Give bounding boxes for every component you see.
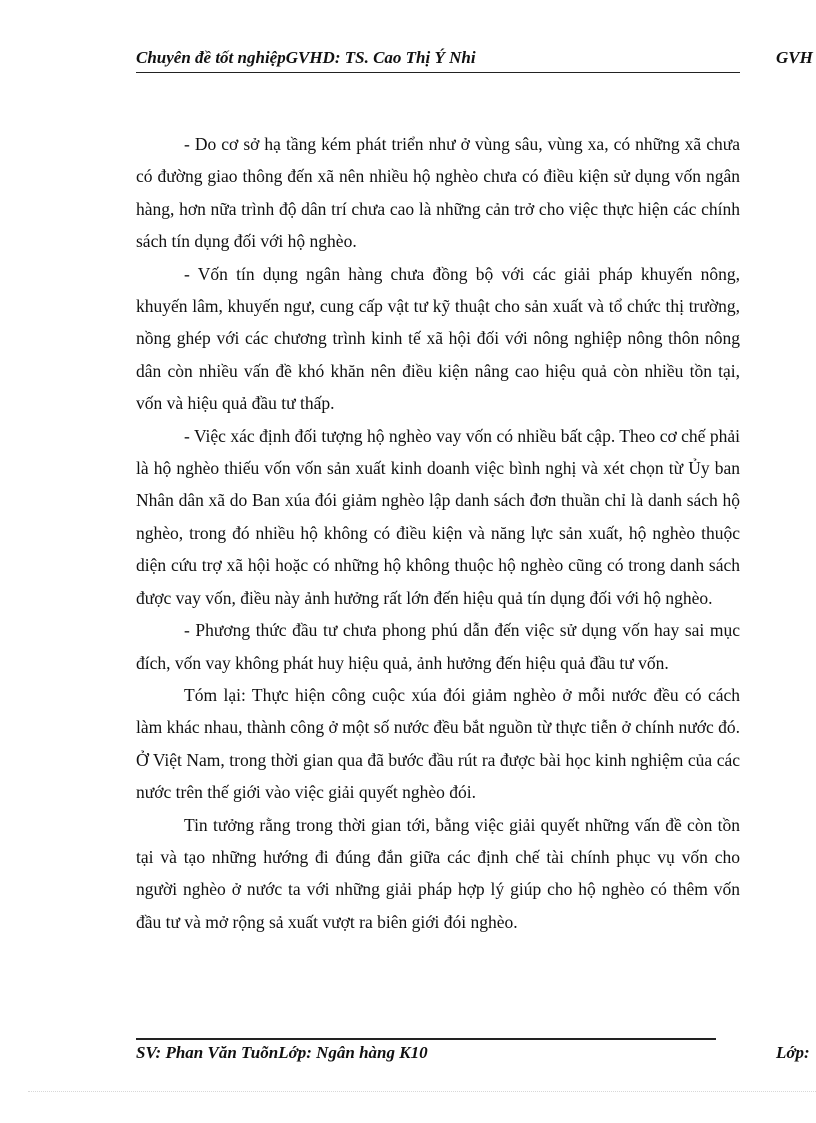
page-bottom-divider (28, 1091, 816, 1092)
header-right-fragment: GVH (776, 48, 813, 67)
page-header (136, 48, 816, 76)
paragraph-borrower-selection: - Việc xác định đối tượng hộ nghèo vay vốn có nhiều bất cập. Theo cơ chế phải là hộ nghèo thiếu vốn vốn sản xuất kinh doanh việc bình nghị và xét chọn từ Ủy ban Nhân dân xã do Ban xúa đói giảm nghèo lập danh sách đơn thuần chỉ là danh sách hộ nghèo, trong đó nhiều hộ không có điều kiện và năng lực sản xuất, hộ nghèo thuộc diện cứu trợ xã hội hoặc có những hộ không thuộc hộ nghèo cũng có trong danh sách được vay vốn, điều này ảnh hưởng rất lớn đến hiệu quả tín dụng đối với hộ nghèo. (136, 425, 740, 608)
paragraph-investment-method: - Phương thức đầu tư chưa phong phú dẫn đến việc sử dụng vốn hay sai mục đích, vốn vay không phát huy hiệu quả, ảnh hưởng đến hiệu quả đầu tư vốn. (136, 620, 740, 673)
header-title: Chuyên đề tốt nghiệpGVHD: TS. Cao Thị Ý Nhi (136, 48, 476, 67)
footer-rule (136, 1038, 716, 1040)
header-rule (136, 72, 740, 73)
body-text (136, 128, 740, 938)
paragraph-summary: Tóm lại: Thực hiện công cuộc xúa đói giảm nghèo ở mỗi nước đều có cách làm khác nhau, thành công ở một số nước đều bắt nguồn từ thực tiễn ở chính nước đó. Ở Việt Nam, trong thời gian qua đã bước đầu rút ra được bài học kinh nghiệm của các nước trên thế giới vào việc giải quyết nghèo đói. (136, 684, 740, 803)
footer-right-fragment: Lớp: (776, 1043, 810, 1062)
paragraph-infrastructure: - Do cơ sở hạ tầng kém phát triển như ở vùng sâu, vùng xa, có những xã chưa có đường giao thông đến xã nên nhiều hộ nghèo chưa có điều kiện sử dụng vốn ngân hàng, hơn nữa trình độ dân trí chưa cao là những cản trở cho việc thực hiện các chính sách tín dụng đối với hộ nghèo. (136, 134, 740, 252)
footer-student-info: SV: Phan Văn TuõnLớp: Ngân hàng K10 (136, 1043, 428, 1062)
paragraph-credit-capital: - Vốn tín dụng ngân hàng chưa đồng bộ với các giải pháp khuyến nông, khuyến lâm, khuyến ngư, cung cấp vật tư kỹ thuật cho sản xuất và tổ chức thị trường, nồng ghép với các chương trình kinh tế xã hội đối với nông nghiệp nông thôn nông dân còn nhiều vấn đề khó khăn nên điều kiện nâng cao hiệu quả còn nhiều tồn tại, vốn và hiệu quả đầu tư thấp. (136, 263, 740, 414)
page-footer (136, 1038, 816, 1068)
paragraph-outlook: Tin tưởng rằng trong thời gian tới, bằng việc giải quyết những vấn đề còn tồn tại và tạo những hướng đi đúng đắn giữa các định chế tài chính phục vụ vốn cho người nghèo ở nước ta với những giải pháp hợp lý giúp cho hộ nghèo có thêm vốn đầu tư và mở rộng sả xuất vượt ra biên giới đói nghèo. (136, 814, 740, 932)
